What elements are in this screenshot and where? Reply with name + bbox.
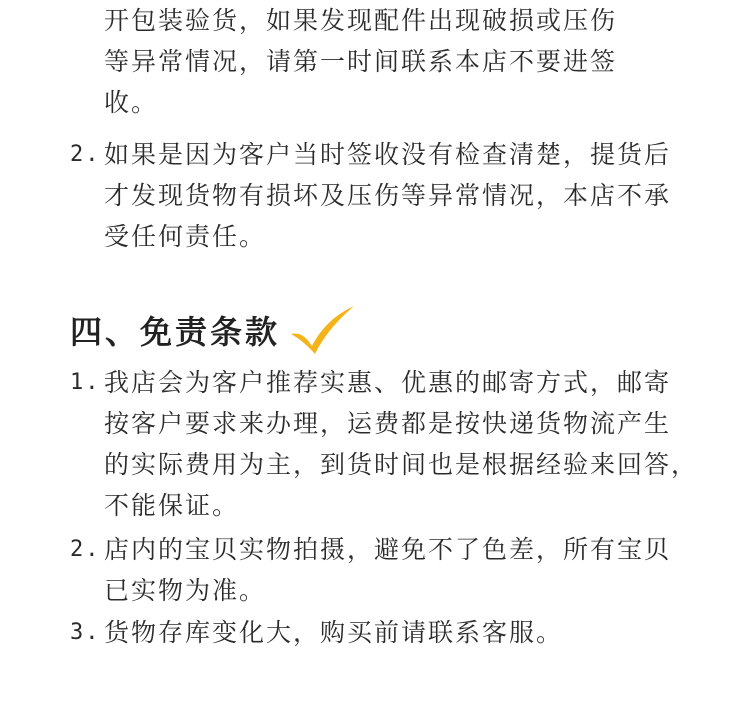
item-number: 2. bbox=[70, 537, 101, 562]
item-number: 3. bbox=[70, 620, 101, 645]
disclaimer-item-3 bbox=[70, 612, 710, 653]
intro-line-3: 收。 bbox=[104, 88, 159, 117]
intro-line-1: 开包装验货，如果发现配件出现破损或压伤 bbox=[104, 6, 618, 35]
item-number: 1. bbox=[70, 370, 101, 395]
shipping-item-2 bbox=[70, 134, 710, 257]
section-heading bbox=[70, 304, 356, 356]
item-line-2: 已实物为准。 bbox=[104, 576, 267, 605]
item-line-3: 的实际费用为主，到货时间也是根据经验来回答， bbox=[104, 450, 699, 479]
section-title: 四、免责条款 bbox=[70, 313, 281, 351]
item-line-1: 我店会为客户推荐实惠、优惠的邮寄方式，邮寄 bbox=[104, 368, 672, 397]
disclaimer-item-1 bbox=[70, 362, 710, 526]
item-number: 2. bbox=[70, 142, 101, 167]
item-line-2: 按客户要求来办理，运费都是按快递货物流产生 bbox=[104, 409, 672, 438]
disclaimer-item-2 bbox=[70, 529, 710, 611]
intro-line-2: 等异常情况，请第一时间联系本店不要进签 bbox=[104, 47, 618, 76]
item-line-2: 才发现货物有损坏及压伤等异常情况，本店不承 bbox=[104, 181, 672, 210]
item-line-1: 如果是因为客户当时签收没有检查清楚，提货后 bbox=[104, 140, 672, 169]
checkmark-icon bbox=[288, 304, 356, 356]
intro-paragraph bbox=[70, 0, 710, 123]
item-line-1: 货物存库变化大，购买前请联系客服。 bbox=[104, 618, 564, 647]
item-line-1: 店内的宝贝实物拍摄，避免不了色差，所有宝贝 bbox=[104, 535, 672, 564]
item-line-4: 不能保证。 bbox=[104, 491, 240, 520]
item-line-3: 受任何责任。 bbox=[104, 222, 267, 251]
